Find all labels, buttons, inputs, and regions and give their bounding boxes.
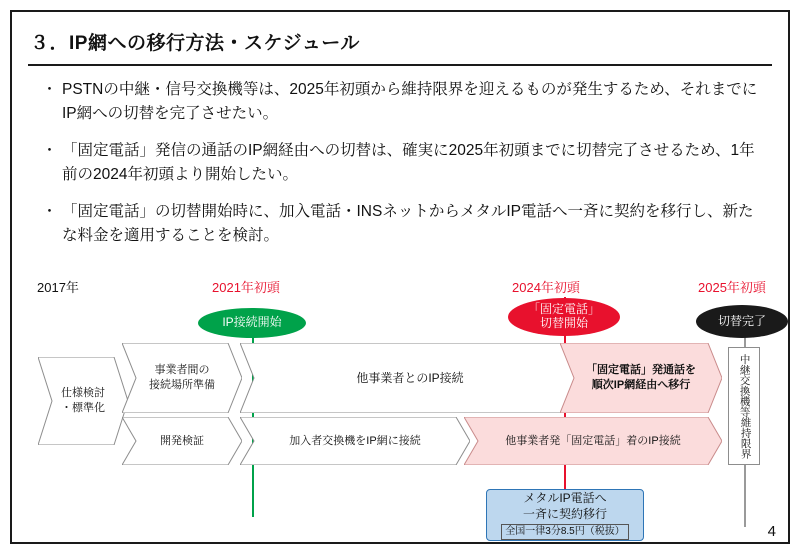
list-item	[36, 78, 766, 126]
flow-box-spec: 仕様検討 ・標準化	[38, 357, 128, 445]
milestone-ip-connection-start: IP接続開始	[198, 308, 306, 338]
list-item	[36, 200, 766, 248]
page-title: ３．IP網への移行方法・スケジュール	[30, 33, 360, 54]
flow-box-subscriber-switch: 加入者交換機をIP網に接続	[240, 417, 470, 465]
title-divider	[28, 64, 772, 66]
year-label-2024: 2024年初頭	[512, 280, 580, 295]
bullet-dot-icon: ・	[42, 203, 58, 221]
flow-box-other-carrier: 他事業者発「固定電話」着のIP接続	[464, 417, 722, 465]
callout-note: 全国一律3分8.5円（税抜）	[501, 524, 628, 540]
bullet-text: 「固定電話」の切替開始時に、加入電話・INSネットからメタルIP電話へ一斉に契約を移行し、新たな料金を適用することを検討。	[62, 203, 754, 245]
bullet-text: 「固定電話」発信の通話のIP網経由への切替は、確実に2025年初頭までに切替完了させるため、1年前の2024年初頭より開始したい。	[62, 142, 755, 184]
bullet-dot-icon: ・	[42, 81, 58, 98]
callout-line-1: メタルIP電話へ	[523, 491, 607, 506]
year-label-2021: 2021年初頭	[212, 280, 280, 295]
flow-box-dev: 開発検証	[122, 417, 242, 465]
timeline-diagram	[12, 267, 788, 544]
flow-box-relay-limit: 中継交換機等 維持限界	[728, 347, 760, 465]
bullet-list	[36, 78, 766, 261]
bullet-dot-icon: ・	[42, 142, 58, 160]
bullet-text: PSTNの中継・信号交換機等は、2025年初頭から維持限界を迎えるものが発生するため、それまでにIP網への切替を完了させたい。	[62, 81, 758, 123]
flow-box-prep: 事業者間の 接続場所準備	[122, 343, 242, 413]
page-number: 4	[767, 523, 776, 540]
slide	[10, 10, 790, 544]
flow-box-ip-connect: 他事業者とのIP接続	[240, 343, 580, 413]
callout-line-2: 一斉に契約移行	[522, 507, 607, 522]
list-item	[36, 139, 766, 187]
milestone-switch-complete: 切替完了	[696, 305, 788, 338]
milestone-fixed-phone-switch-start: 「固定電話」 切替開始	[508, 298, 620, 336]
year-label-2025: 2025年初頭	[698, 280, 766, 295]
year-label-2017: 2017年	[37, 280, 79, 295]
flow-box-fixed-phone-migration: 「固定電話」発通話を 順次IP網経由へ移行	[560, 343, 722, 413]
callout-metal-ip-migration	[486, 489, 644, 541]
